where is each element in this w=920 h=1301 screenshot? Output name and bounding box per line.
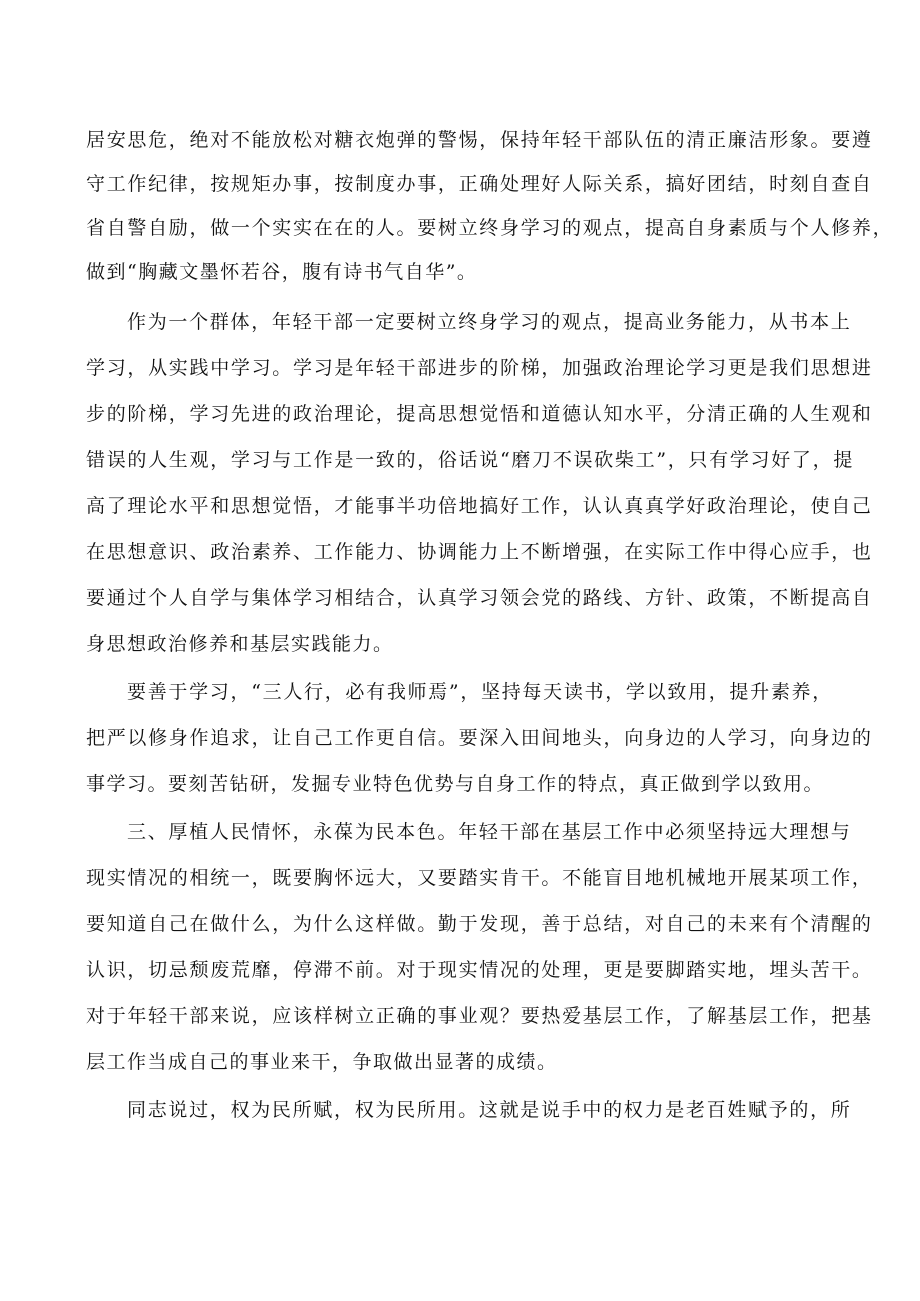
paragraph-3-line-3: 事学习。要刻苦钻研，发掘专业特色优势与自身工作的特点，真正做到学以致用。 [86, 773, 825, 795]
paragraph-2-line-2: 学习，从实践中学习。学习是年轻干部进步的阶梯，加强政治理论学习更是我们思想进 [86, 357, 873, 379]
paragraph-4-line-2: 现实情况的相统一，既要胸怀远大，又要踏实肯干。不能盲目地机械地开展某项工作， [86, 867, 873, 889]
paragraph-2-line-7: 要通过个人自学与集体学习相结合，认真学习领会党的路线、方针、政策，不断提高自 [86, 587, 873, 609]
paragraph-4-line-6: 层工作当成自己的事业来干，争取做出显著的成绩。 [86, 1051, 558, 1073]
paragraph-2-line-1: 作为一个群体，年轻干部一定要树立终身学习的观点，提高业务能力，从书本上 [127, 311, 852, 333]
paragraph-3-line-2: 把严以修身作追求，让自己工作更自信。要深入田间地头，向身边的人学习，向身边的 [86, 727, 873, 749]
paragraph-1-line-3: 省自警自励，做一个实实在在的人。要树立终身学习的观点，提高自身素质与个人修养， [86, 217, 894, 239]
paragraph-5-line-1: 同志说过，权为民所赋，权为民所用。这就是说手中的权力是老百姓赋予的，所 [127, 1099, 852, 1121]
paragraph-1-line-1: 居安思危，绝对不能放松对糖衣炮弹的警惕，保持年轻干部队伍的清正廉洁形象。要遵 [86, 129, 873, 151]
paragraph-2-line-6: 在思想意识、政治素养、工作能力、协调能力上不断增强，在实际工作中得心应手，也 [86, 541, 873, 563]
paragraph-4-line-1: 三、厚植人民情怀，永葆为民本色。年轻干部在基层工作中必须坚持远大理想与 [127, 821, 852, 843]
paragraph-2-line-4: 错误的人生观，学习与工作是一致的，俗话说“磨刀不误砍柴工”，只有学习好了，提 [86, 449, 855, 471]
paragraph-4-line-3: 要知道自己在做什么，为什么这样做。勤于发现，善于总结，对自己的未来有个清醒的 [86, 913, 873, 935]
paragraph-2-line-3: 步的阶梯，学习先进的政治理论，提高思想觉悟和道德认知水平，分清正确的人生观和 [86, 403, 873, 425]
paragraph-2-line-8: 身思想政治修养和基层实践能力。 [86, 633, 394, 655]
paragraph-1-line-4: 做到“胸藏文墨怀若谷，腹有诗书气自华”。 [86, 261, 478, 283]
paragraph-4-line-4: 认识，切忌颓废荒靡，停滞不前。对于现实情况的处理，更是要脚踏实地，埋头苦干。 [86, 959, 873, 981]
paragraph-3-line-1: 要善于学习，“三人行，必有我师焉”，坚持每天读书，学以致用，提升素养， [127, 681, 833, 703]
paragraph-2-line-5: 高了理论水平和思想觉悟，才能事半功倍地搞好工作，认认真真学好政治理论，使自己 [86, 495, 873, 517]
paragraph-4-line-5: 对于年轻干部来说，应该样树立正确的事业观？要热爱基层工作，了解基层工作，把基 [86, 1005, 873, 1027]
paragraph-1-line-2: 守工作纪律，按规矩办事，按制度办事，正确处理好人际关系，搞好团结，时刻自查自 [86, 173, 873, 195]
